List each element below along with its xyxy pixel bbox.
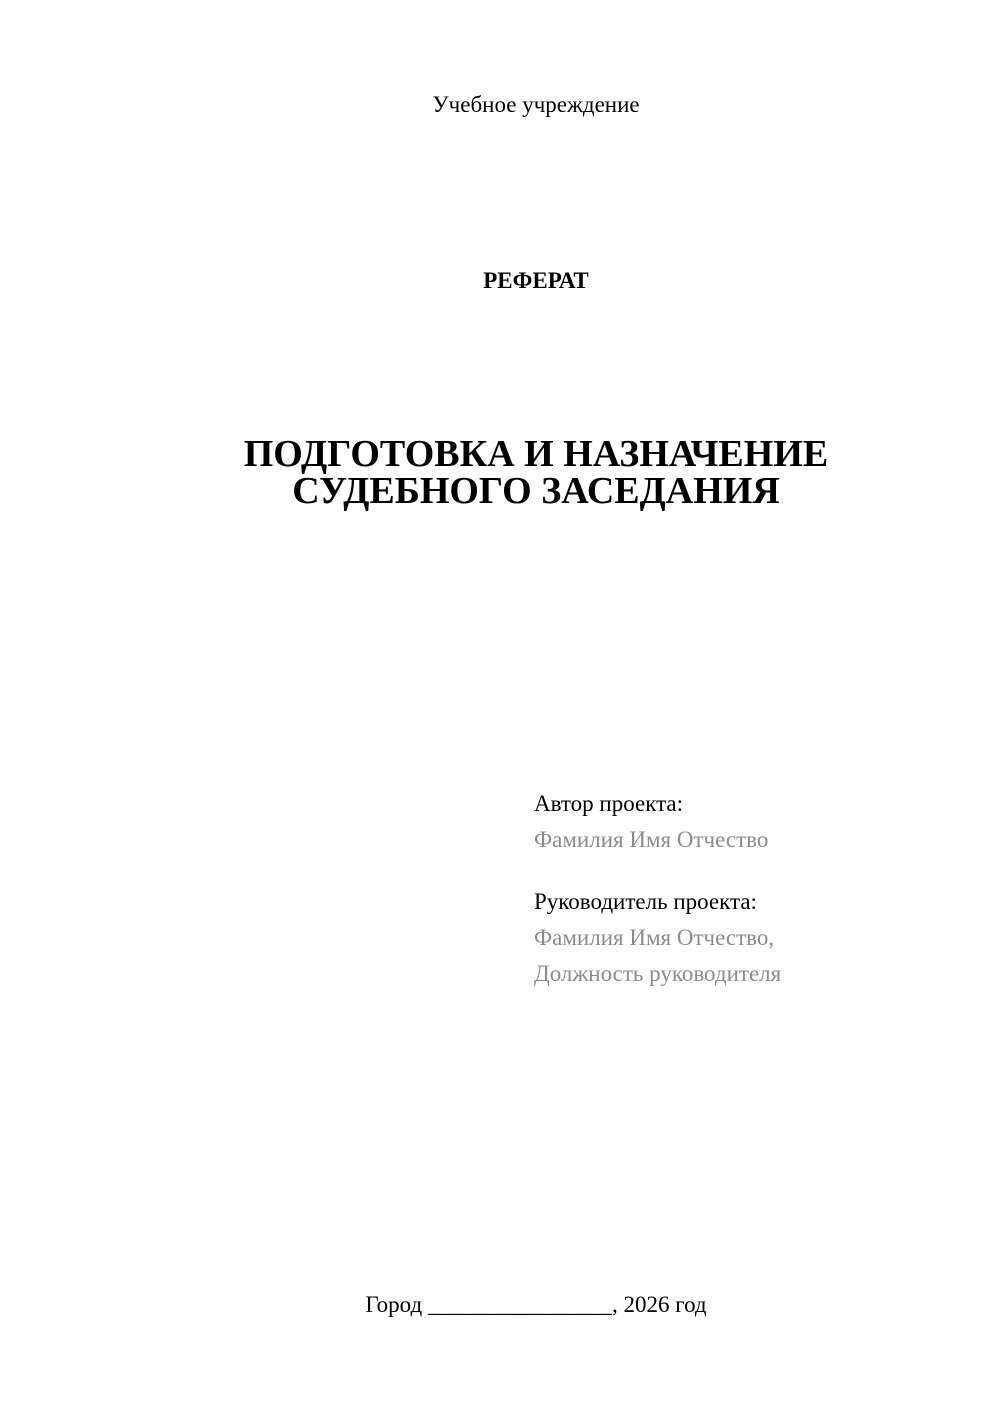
author-name: Фамилия Имя Отчество [534, 827, 769, 852]
supervisor-position: Должность руководителя [534, 961, 782, 986]
document-title [200, 433, 872, 512]
institution-name: Учебное учреждение [432, 92, 640, 117]
author-label: Автор проекта: [534, 791, 683, 816]
document-type: РЕФЕРАТ [483, 268, 589, 293]
author-block [534, 786, 974, 858]
supervisor-block [534, 884, 974, 992]
supervisor-label: Руководитель проекта: [534, 889, 757, 914]
document-title-line-1: ПОДГОТОВКА И НАЗНАЧЕНИЕ [243, 433, 829, 475]
document-title-line-2: СУДЕБНОГО ЗАСЕДАНИЯ [292, 470, 780, 512]
city-year-line: Город ________________, 2026 год [365, 1292, 707, 1317]
credits-block [534, 786, 974, 1018]
supervisor-name: Фамилия Имя Отчество, [534, 925, 775, 950]
